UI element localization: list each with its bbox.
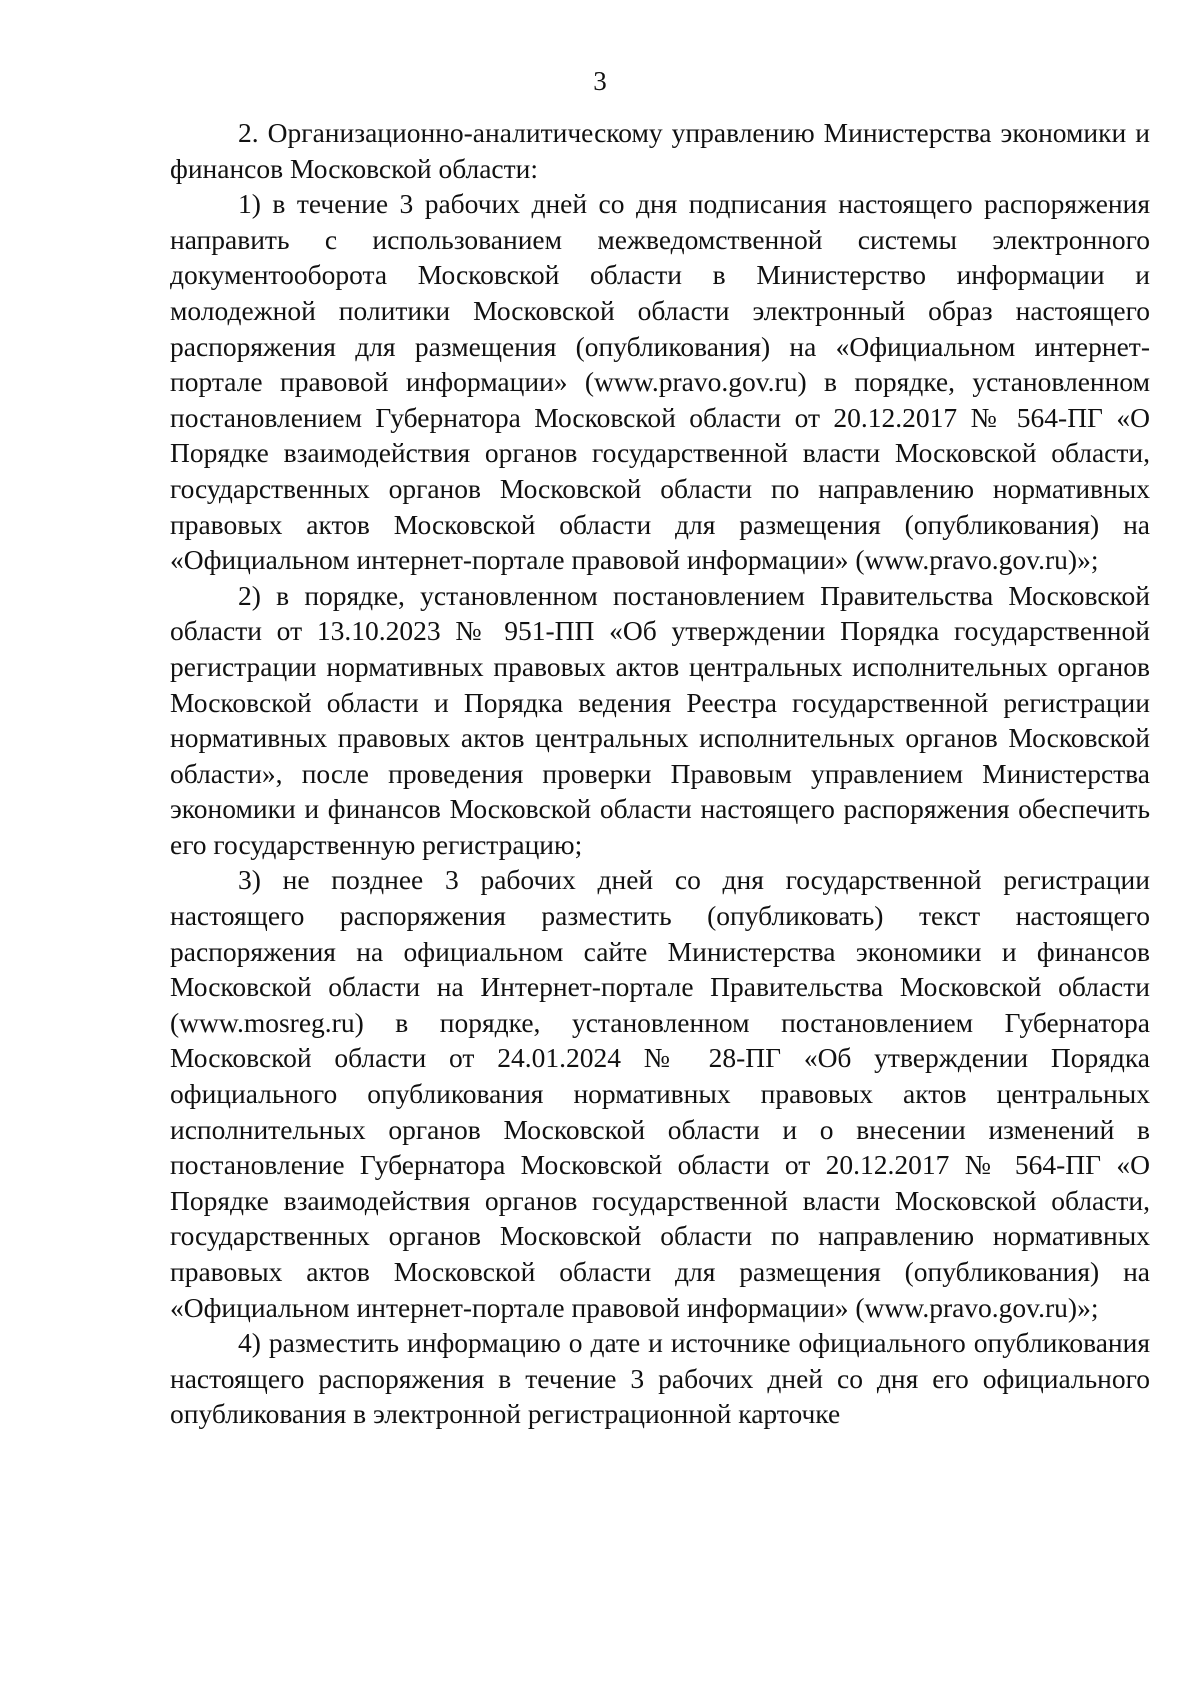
paragraph-subitem-4: 4) разместить информацию о дате и источнике официального опубликования настоящего распоряжения в течение 3 рабочих дней со дня его официального опубликования в электронной регистрационной карточке [170,1327,1150,1430]
paragraph-subitem-3: 3) не позднее 3 рабочих дней со дня государственной регистрации настоящего распоряжения разместить (опубликовать) текст настоящего распоряжения на официальном сайте Министерства экономики и финансов Московской области на Интернет-портале Правительства Московской области (www.mosreg.ru) в порядке, установленном постановлением Губернатора Московской области от 24.01.2024 № 28-ПГ «Об утверждении Порядка официального опубликования нормативных правовых актов центральных исполнительных органов Московской области и о внесении изменений в постановление Губернатора Московской области от 20.12.2017 № 564-ПГ «О Порядке взаимодействия органов государственной власти Московской области, государственных органов Московской области по направлению нормативных правовых актов Московской области для размещения (опубликования) на «Официальном интернет-портале правовой информации» (www.pravo.gov.ru)»; [170,864,1150,1323]
document-body [170,115,1150,1432]
paragraph-subitem-2: 2) в порядке, установленном постановлением Правительства Московской области от 13.10.2023 № 951-ПП «Об утверждении Порядка государственной регистрации нормативных правовых актов центральных исполнительных органов Московской области и Порядка ведения Реестра государственной регистрации нормативных правовых актов центральных исполнительных органов Московской области», после проведения проверки Правовым управлением Министерства экономики и финансов Московской области настоящего распоряжения обеспечить его государственную регистрацию; [170,579,1150,860]
paragraph-item-2: 2. Организационно-аналитическому управлению Министерства экономики и финансов Московской области: [170,117,1150,184]
page-number: 3 [593,66,607,96]
paragraph-subitem-1: 1) в течение 3 рабочих дней со дня подписания настоящего распоряжения направить с использованием межведомственной системы электронного документооборота Московской области в Министерство информации и молодежной политики Московской области электронный образ настоящего распоряжения для размещения (опубликования) на «Официальном интернет-портале правовой информации» (www.pravo.gov.ru) в порядке, установленном постановлением Губернатора Московской области от 20.12.2017 № 564-ПГ «О Порядке взаимодействия органов государственной власти Московской области, государственных органов Московской области по направлению нормативных правовых актов Московской области для размещения (опубликования) на «Официальном интернет-портале правовой информации» (www.pravo.gov.ru)»; [170,188,1150,576]
